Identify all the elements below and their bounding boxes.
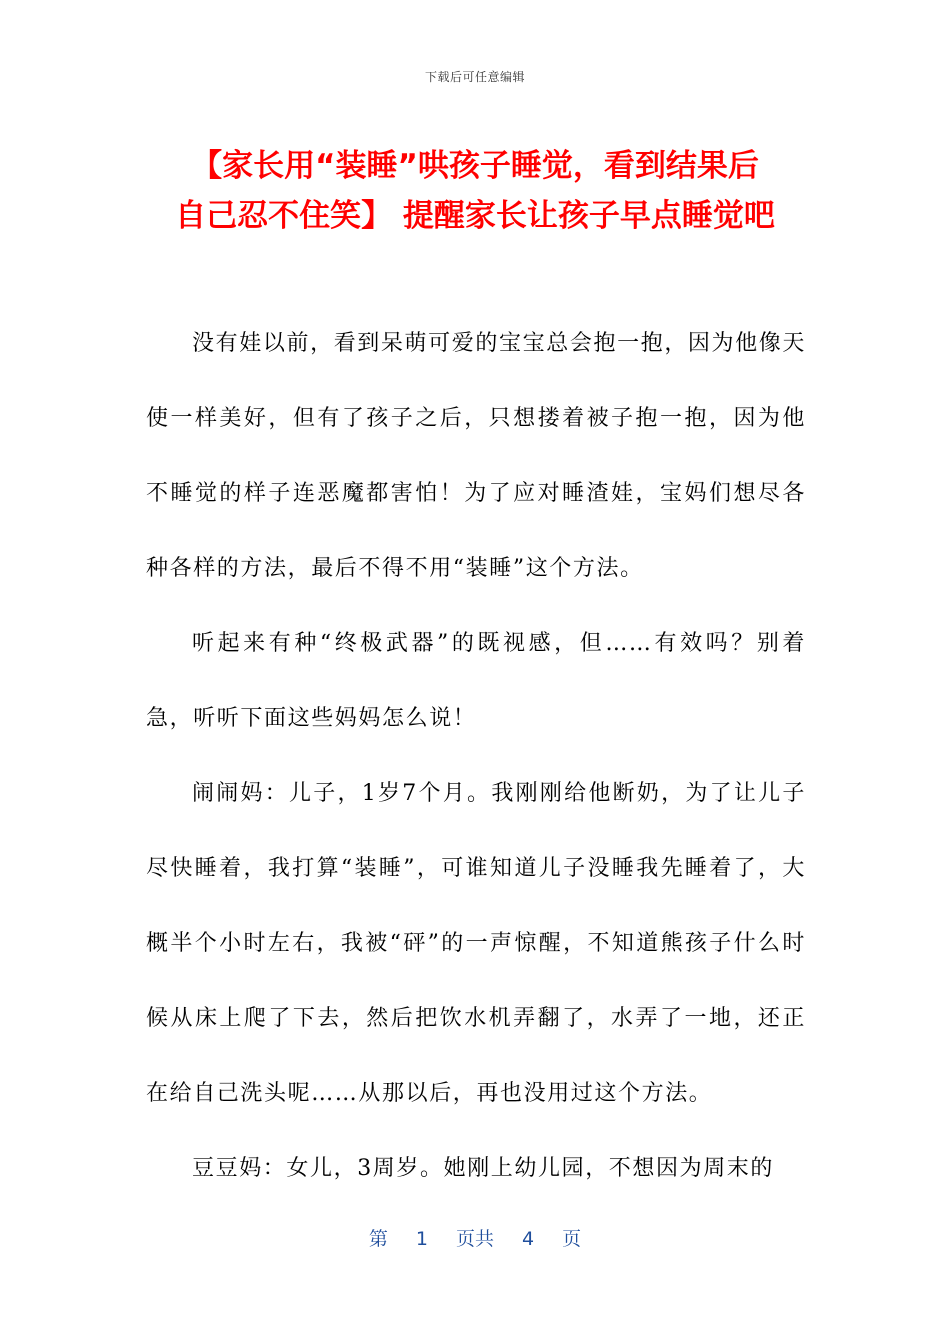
document-title-line-2: 自己忍不住笑】 提醒家长让孩子早点睡觉吧 — [175, 198, 775, 234]
header-note: 下载后可任意编辑 — [424, 70, 525, 84]
page-footer — [0, 1224, 950, 1251]
paragraph-3: 闹闹妈：儿子，1岁7个月。我刚刚给他断奶，为了让儿子尽快睡着，我打算“装睡”，可谁知道儿子没睡我先睡着了，大概半个小时左右，我被“砰”的一声惊醒，不知道熊孩子什么时候从床上爬了下去，然后把饮水机弄翻了，水弄了一地，还正在给自己洗头呢……从那以后，再也没用过这个方法。 — [146, 781, 806, 1106]
footer-suffix: 页 — [562, 1228, 582, 1250]
footer-prefix: 第 — [368, 1228, 388, 1250]
paragraph-1: 没有娃以前，看到呆萌可爱的宝宝总会抱一抱，因为他像天使一样美好，但有了孩子之后，只想搂着被子抱一抱，因为他不睡觉的样子连恶魔都害怕！为了应对睡渣娃，宝妈们想尽各种各样的方法，最后不得不用“装睡”这个方法。 — [146, 331, 806, 581]
footer-page-number: 1 — [415, 1228, 428, 1250]
document-title-line-1: 【家长用“装睡”哄孩子睡觉，看到结果后 — [191, 148, 759, 184]
footer-total-pages: 4 — [522, 1228, 535, 1250]
paragraph-2: 听起来有种“终极武器”的既视感，但……有效吗？别着急，听听下面这些妈妈怎么说！ — [146, 631, 806, 731]
footer-mid: 页共 — [455, 1228, 494, 1250]
document-body — [146, 306, 806, 1206]
paragraph-4: 豆豆妈：女儿，3周岁。她刚上幼儿园，不想因为周末的 — [192, 1156, 774, 1181]
